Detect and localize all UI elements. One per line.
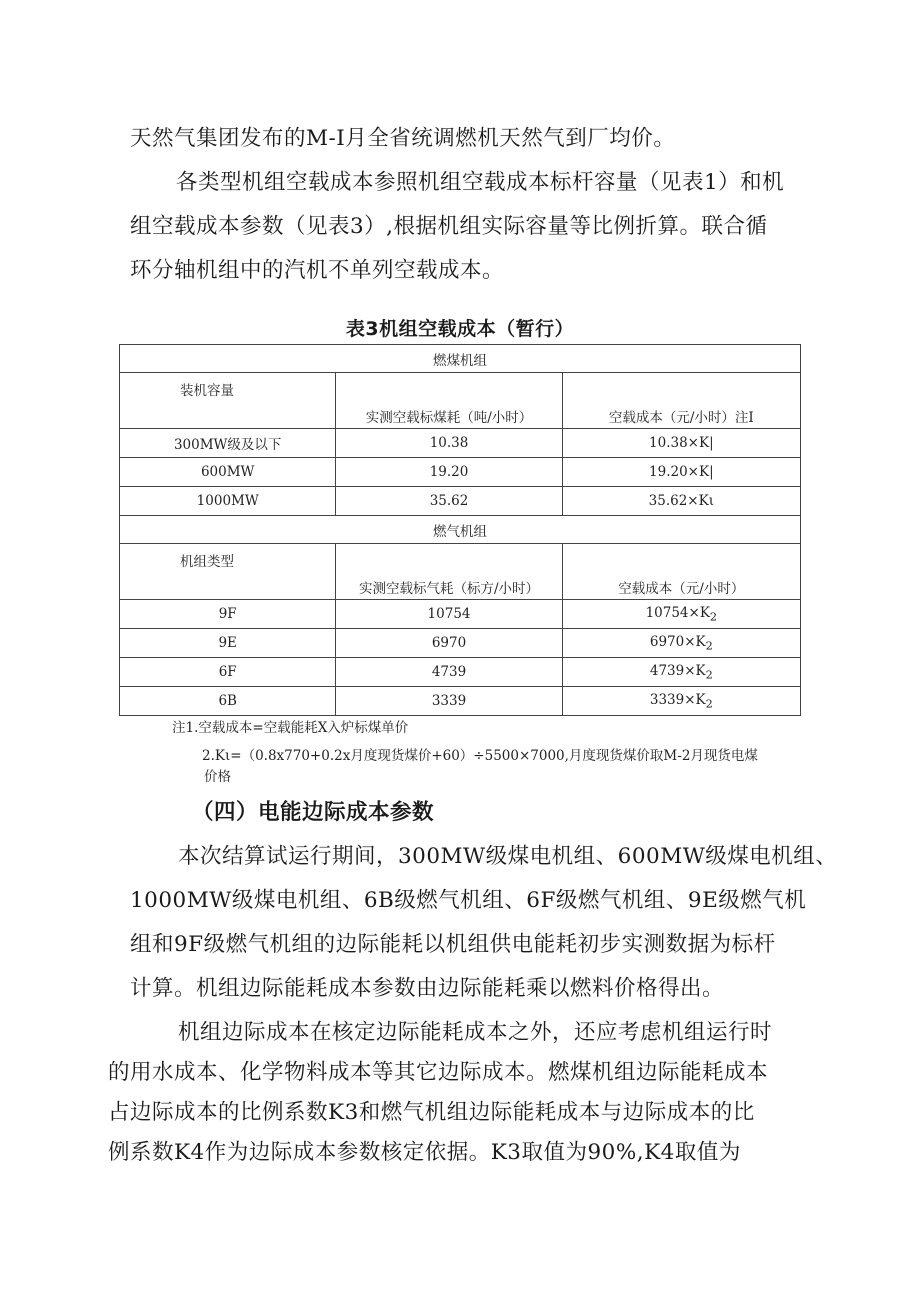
section-heading: （四）电能边际成本参数 bbox=[192, 800, 435, 825]
table-cell: 300MW级及以下 bbox=[120, 429, 336, 458]
table-cell: 6F bbox=[120, 658, 336, 687]
table-section-row bbox=[120, 345, 801, 373]
paragraph-line: 环分轴机组中的汽机不单列空载成本。 bbox=[130, 258, 505, 283]
paragraph-line: 组空载成本参数（见表3）,根据机组实际容量等比例折算。联合循 bbox=[130, 214, 768, 239]
table-header-row bbox=[120, 544, 801, 600]
header-text: 空载成本（元/小时） bbox=[618, 580, 745, 597]
table-cell: 19.20×K| bbox=[562, 458, 800, 487]
table-row bbox=[120, 458, 801, 487]
table-cell: 10.38×K| bbox=[562, 429, 800, 458]
coal-section-title: 燃煤机组 bbox=[120, 345, 801, 373]
table-cell: 10.38 bbox=[336, 429, 562, 458]
table-cell: 4739 bbox=[336, 658, 562, 687]
table-header-row bbox=[120, 373, 801, 429]
table-cell: 9E bbox=[120, 629, 336, 658]
paragraph-line: 天然气集团发布的M-I月全省统调燃机天然气到厂均价。 bbox=[130, 126, 676, 151]
paragraph-line: 1000MW级煤电机组、6B级燃气机组、6F级燃气机组、9E级燃气机 bbox=[130, 888, 807, 913]
paragraph-line: 计算。机组边际能耗成本参数由边际能耗乘以燃料价格得出。 bbox=[130, 976, 725, 1001]
subscript: 2 bbox=[705, 639, 713, 653]
table-caption: 表3机组空载成本（暂行） bbox=[345, 318, 575, 340]
paragraph-line: 各类型机组空载成本参照机组空载成本标杆容量（见表1）和机 bbox=[176, 170, 785, 195]
header-text: 空载成本（元/小时）注I bbox=[608, 409, 754, 426]
header-cell bbox=[120, 373, 336, 429]
table-cell: 10754 bbox=[336, 600, 562, 629]
gas-section-title: 燃气机组 bbox=[120, 516, 801, 544]
header-cell bbox=[336, 544, 562, 600]
cost-formula: 10754×K bbox=[645, 604, 710, 621]
table-row bbox=[120, 487, 801, 516]
table-note: 2.Kι=（0.8x770+0.2x月度现货煤价+60）÷5500×7000,月度现货煤价取M-2月现货电煤 bbox=[202, 748, 758, 764]
paragraph-line: 机组边际成本在核定边际能耗成本之外，还应考虑机组运行时 bbox=[178, 1020, 773, 1045]
header-cell bbox=[562, 544, 800, 600]
header-text: 机组类型 bbox=[180, 553, 234, 570]
table-row bbox=[120, 687, 801, 716]
cost-formula: 3339×K bbox=[649, 691, 706, 708]
subscript: 2 bbox=[705, 697, 713, 711]
header-text: 实测空载标煤耗（吨/小时） bbox=[365, 409, 533, 426]
table-cell: 6B bbox=[120, 687, 336, 716]
table-cell: 600MW bbox=[120, 458, 336, 487]
table-row bbox=[120, 600, 801, 629]
subscript: 2 bbox=[709, 610, 718, 624]
cost-table bbox=[119, 344, 801, 716]
paragraph-line: 占边际成本的比例系数K3和燃气机组边际能耗成本与边际成本的比 bbox=[108, 1100, 755, 1125]
table-cell: 35.62×Kι bbox=[562, 487, 800, 516]
table-cell bbox=[562, 629, 800, 658]
table-cell: 19.20 bbox=[336, 458, 562, 487]
table-row bbox=[120, 629, 801, 658]
table-cell: 6970 bbox=[336, 629, 562, 658]
paragraph-line: 本次结算试运行期间，300MW级煤电机组、600MW级煤电机组、 bbox=[178, 844, 838, 869]
table-cell bbox=[562, 600, 800, 629]
table-cell: 3339 bbox=[336, 687, 562, 716]
table-cell bbox=[562, 658, 800, 687]
paragraph-line: 的用水成本、化学物料成本等其它边际成本。燃煤机组边际能耗成本 bbox=[108, 1060, 769, 1085]
table-note: 价格 bbox=[204, 769, 231, 785]
header-text: 装机容量 bbox=[180, 382, 234, 399]
table-row bbox=[120, 658, 801, 687]
header-cell bbox=[120, 544, 336, 600]
cost-formula: 4739×K bbox=[649, 662, 706, 679]
table-note: 注1.空载成本=空载能耗X入炉标煤单价 bbox=[172, 720, 409, 736]
header-text: 实测空载标气耗（标方/小时） bbox=[359, 580, 540, 597]
table-cell: 35.62 bbox=[336, 487, 562, 516]
table-cell: 1000MW bbox=[120, 487, 336, 516]
paragraph-line: 组和9F级燃气机组的边际能耗以机组供电能耗初步实测数据为标杆 bbox=[130, 932, 776, 957]
table-cell bbox=[562, 687, 800, 716]
table-row bbox=[120, 429, 801, 458]
table-section-row bbox=[120, 516, 801, 544]
cost-formula: 6970×K bbox=[649, 633, 706, 650]
subscript: 2 bbox=[705, 668, 713, 682]
table-cell: 9F bbox=[120, 600, 336, 629]
header-cell bbox=[336, 373, 562, 429]
paragraph-line: 例系数K4作为边际成本参数核定依据。K3取值为90%,K4取值为 bbox=[108, 1140, 741, 1165]
header-cell bbox=[562, 373, 800, 429]
